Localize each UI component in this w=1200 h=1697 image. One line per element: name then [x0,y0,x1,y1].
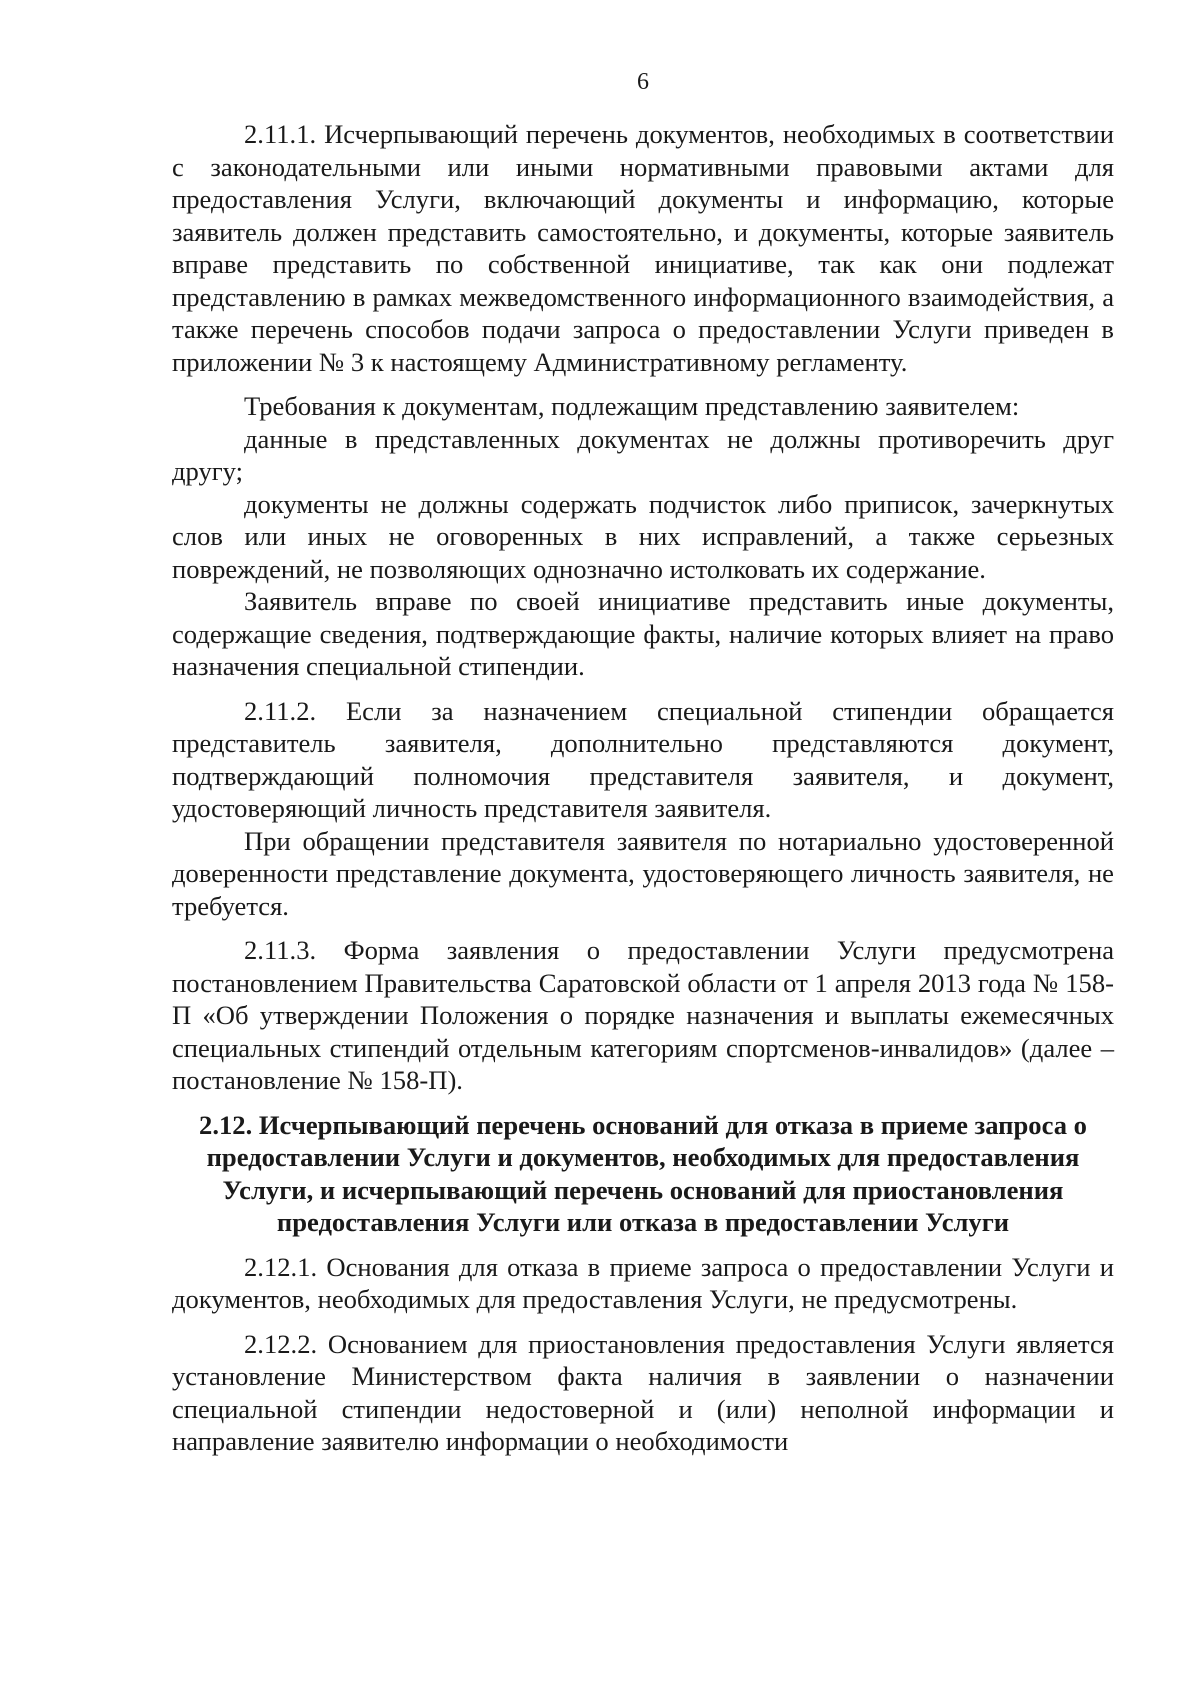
paragraph-requirement-no-corrections: документы не должны содержать подчисток либо приписок, зачеркнутых слов или иных не оговоренных в них исправлений, а также серьезных повреждений, не позволяющих однозначно истолковать их содержание. [172,488,1114,584]
document-page [172,66,1114,1458]
paragraph-notarized-power: При обращении представителя заявителя по нотариально удостоверенной доверенности представление документа, удостоверяющего личность заявителя, не требуется. [172,825,1114,921]
paragraph-2-12-1: 2.12.1. Основания для отказа в приеме запроса о предоставлении Услуги и документов, необходимых для предоставления Услуги, не предусмотрены. [172,1251,1114,1314]
paragraph-2-11-2: 2.11.2. Если за назначением специальной стипендии обращается представитель заявителя, дополнительно представляются документ, подтверждающий полномочия представителя заявителя, и документ, удостоверяющий личность представителя заявителя. [172,695,1114,823]
paragraph-requirement-consistency: данные в представленных документах не должны противоречить друг другу; [172,423,1114,486]
paragraph-optional-documents: Заявитель вправе по своей инициативе представить иные документы, содержащие сведения, подтверждающие факты, наличие которых влияет на право назначения специальной стипендии. [172,586,1114,681]
section-heading-2-12: 2.12. Исчерпывающий перечень оснований для отказа в приеме запроса о предоставлении Услуги и документов, необходимых для предоставления Услуги, и исчерпывающий перечень оснований для приостановления предоставления Услуги или отказа в предоставлении Услуги [199,1109,1087,1237]
paragraph-2-12-2: 2.12.2. Основанием для приостановления предоставления Услуги является установление Министерством факта наличия в заявлении о назначении специальной стипендии недостоверной и (или) неполной информации и направление заявителю информации о необходимости [172,1328,1114,1456]
page-number: 6 [637,69,649,95]
paragraph-2-11-3: 2.11.3. Форма заявления о предоставлении Услуги предусмотрена постановлением Правительства Саратовской области от 1 апреля 2013 года № 158-П «Об утверждении Положения о порядке назначения и выплаты ежемесячных специальных стипендий отдельным категориям спортсменов-инвалидов» (далее – постановление № 158-П). [172,935,1114,1095]
paragraph-requirements-intro: Требования к документам, подлежащим представлению заявителем: [244,391,1020,421]
paragraph-2-11-1: 2.11.1. Исчерпывающий перечень документов, необходимых в соответствии с законодательными или иными нормативными правовыми актами для предоставления Услуги, включающий документы и информацию, которые заявитель должен представить самостоятельно, и документы, которые заявитель вправе представить по собственной инициативе, так как они подлежат представлению в рамках межведомственного информационного взаимодействия, а также перечень способов подачи запроса о предоставлении Услуги приведен в приложении № 3 к настоящему Административному регламенту. [172,119,1114,377]
